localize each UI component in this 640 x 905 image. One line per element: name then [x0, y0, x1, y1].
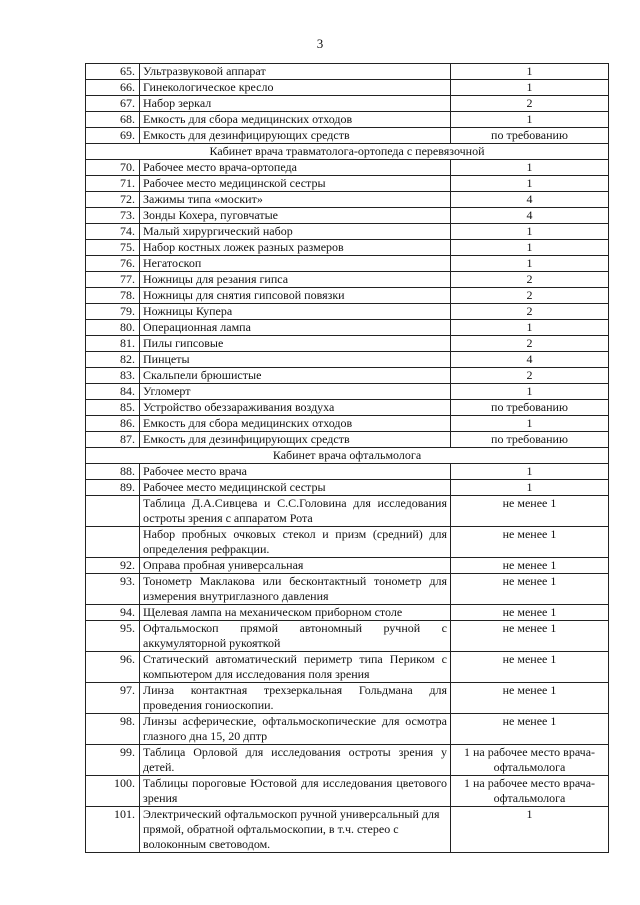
item-quantity: 1	[451, 224, 609, 240]
equipment-table	[85, 63, 609, 853]
row-number: 78.	[86, 288, 140, 304]
item-name: Пинцеты	[140, 352, 451, 368]
item-quantity: 4	[451, 192, 609, 208]
row-number: 84.	[86, 384, 140, 400]
item-quantity: 1	[451, 112, 609, 128]
table-row	[86, 208, 609, 224]
row-number: 86.	[86, 416, 140, 432]
item-quantity: 1	[451, 176, 609, 192]
table-row	[86, 652, 609, 683]
row-number: 68.	[86, 112, 140, 128]
item-quantity: не менее 1	[451, 714, 609, 745]
item-name: Емкость для сбора медицинских отходов	[140, 416, 451, 432]
item-name: Емкость для дезинфицирующих средств	[140, 432, 451, 448]
row-number: 101.	[86, 807, 140, 853]
table-row	[86, 128, 609, 144]
item-quantity: 2	[451, 288, 609, 304]
row-number: 71.	[86, 176, 140, 192]
item-name: Офтальмоскоп прямой автономный ручной с аккумуляторной рукояткой	[140, 621, 451, 652]
section-title: Кабинет врача офтальмолога	[86, 448, 609, 464]
item-quantity: по требованию	[451, 400, 609, 416]
table-row	[86, 80, 609, 96]
table-row	[86, 807, 609, 853]
row-number: 72.	[86, 192, 140, 208]
row-number: 73.	[86, 208, 140, 224]
table-row	[86, 776, 609, 807]
item-name: Набор пробных очковых стекол и призм (средний) для определения рефракции.	[140, 527, 451, 558]
item-quantity: 2	[451, 272, 609, 288]
page-number: 3	[316, 36, 324, 51]
item-name: Таблицы пороговые Юстовой для исследования цветового зрения	[140, 776, 451, 807]
row-number: 100.	[86, 776, 140, 807]
item-name: Рабочее место врача-ортопеда	[140, 160, 451, 176]
section-header-row	[86, 448, 609, 464]
item-name: Таблица Орловой для исследования остроты зрения у детей.	[140, 745, 451, 776]
item-name: Зонды Кохера, пуговчатые	[140, 208, 451, 224]
item-name: Малый хирургический набор	[140, 224, 451, 240]
table-row	[86, 400, 609, 416]
row-number: 77.	[86, 272, 140, 288]
row-number: 97.	[86, 683, 140, 714]
item-quantity: 1	[451, 80, 609, 96]
item-name: Статический автоматический периметр типа Периком с компьютером для исследования поля зрения	[140, 652, 451, 683]
table-row	[86, 558, 609, 574]
row-number: 80.	[86, 320, 140, 336]
item-name: Линза контактная трехзеркальная Гольдмана для проведения гониоскопии.	[140, 683, 451, 714]
item-name: Оправа пробная универсальная	[140, 558, 451, 574]
row-number: 99.	[86, 745, 140, 776]
table-row	[86, 480, 609, 496]
item-quantity: не менее 1	[451, 574, 609, 605]
item-quantity: не менее 1	[451, 558, 609, 574]
item-name: Набор зеркал	[140, 96, 451, 112]
row-number: 74.	[86, 224, 140, 240]
item-quantity: 1	[451, 464, 609, 480]
item-name: Электрический офтальмоскоп ручной универсальный для прямой, обратной офтальмоскопии, в т.ч. стерео с волоконным световодом.	[140, 807, 451, 853]
table-row	[86, 496, 609, 527]
section-title: Кабинет врача травматолога-ортопеда с перевязочной	[86, 144, 609, 160]
item-name: Набор костных ложек разных размеров	[140, 240, 451, 256]
item-quantity: не менее 1	[451, 527, 609, 558]
table-row	[86, 527, 609, 558]
item-quantity: 1 на рабочее место врача-офтальмолога	[451, 745, 609, 776]
table-row	[86, 224, 609, 240]
item-name: Рабочее место врача	[140, 464, 451, 480]
item-quantity: по требованию	[451, 128, 609, 144]
item-quantity: не менее 1	[451, 683, 609, 714]
item-name: Таблица Д.А.Сивцева и С.С.Головина для исследования остроты зрения с аппаратом Рота	[140, 496, 451, 527]
table-row	[86, 683, 609, 714]
row-number: 67.	[86, 96, 140, 112]
table-row	[86, 368, 609, 384]
table-row	[86, 320, 609, 336]
item-name: Щелевая лампа на механическом приборном столе	[140, 605, 451, 621]
table-row	[86, 714, 609, 745]
table-row	[86, 336, 609, 352]
table-row	[86, 621, 609, 652]
row-number: 76.	[86, 256, 140, 272]
table-row	[86, 96, 609, 112]
row-number: 96.	[86, 652, 140, 683]
table-row	[86, 352, 609, 368]
item-quantity: 1	[451, 416, 609, 432]
table-row	[86, 416, 609, 432]
row-number: 94.	[86, 605, 140, 621]
item-name: Скальпели брюшистые	[140, 368, 451, 384]
item-quantity: 1	[451, 384, 609, 400]
row-number: 95.	[86, 621, 140, 652]
item-name: Ножницы Купера	[140, 304, 451, 320]
table-row	[86, 256, 609, 272]
item-quantity: не менее 1	[451, 621, 609, 652]
item-name: Угломерт	[140, 384, 451, 400]
table-row	[86, 176, 609, 192]
table-row	[86, 64, 609, 80]
item-quantity: 2	[451, 96, 609, 112]
table-body	[86, 64, 609, 853]
row-number	[86, 527, 140, 558]
section-header-row	[86, 144, 609, 160]
item-name: Рабочее место медицинской сестры	[140, 176, 451, 192]
item-quantity: 2	[451, 304, 609, 320]
item-name: Гинекологическое кресло	[140, 80, 451, 96]
item-quantity: 1 на рабочее место врача-офтальмолога	[451, 776, 609, 807]
table-row	[86, 605, 609, 621]
row-number: 85.	[86, 400, 140, 416]
table-row	[86, 432, 609, 448]
table-row	[86, 240, 609, 256]
table-row	[86, 160, 609, 176]
item-quantity: 1	[451, 807, 609, 853]
table-row	[86, 288, 609, 304]
table-row	[86, 272, 609, 288]
table-row	[86, 384, 609, 400]
item-quantity: 1	[451, 64, 609, 80]
item-name: Пилы гипсовые	[140, 336, 451, 352]
item-quantity: по требованию	[451, 432, 609, 448]
item-name: Негатоскоп	[140, 256, 451, 272]
item-name: Тонометр Маклакова или бесконтактный тонометр для измерения внутриглазного давления	[140, 574, 451, 605]
table-row	[86, 112, 609, 128]
item-name: Зажимы типа «москит»	[140, 192, 451, 208]
item-quantity: 1	[451, 480, 609, 496]
item-name: Устройство обеззараживания воздуха	[140, 400, 451, 416]
row-number: 75.	[86, 240, 140, 256]
item-name: Операционная лампа	[140, 320, 451, 336]
item-quantity: 2	[451, 368, 609, 384]
row-number: 87.	[86, 432, 140, 448]
item-quantity: 1	[451, 320, 609, 336]
item-quantity: не менее 1	[451, 605, 609, 621]
row-number: 88.	[86, 464, 140, 480]
item-name: Ножницы для снятия гипсовой повязки	[140, 288, 451, 304]
row-number: 66.	[86, 80, 140, 96]
item-name: Линзы асферические, офтальмоскопические для осмотра глазного дна 15, 20 дптр	[140, 714, 451, 745]
row-number: 92.	[86, 558, 140, 574]
item-name: Ультразвуковой аппарат	[140, 64, 451, 80]
row-number: 98.	[86, 714, 140, 745]
table-row	[86, 304, 609, 320]
item-name: Ножницы для резания гипса	[140, 272, 451, 288]
table-row	[86, 745, 609, 776]
item-quantity: не менее 1	[451, 652, 609, 683]
row-number: 93.	[86, 574, 140, 605]
row-number: 89.	[86, 480, 140, 496]
row-number: 79.	[86, 304, 140, 320]
table-row	[86, 192, 609, 208]
row-number: 81.	[86, 336, 140, 352]
item-quantity: 2	[451, 336, 609, 352]
item-quantity: не менее 1	[451, 496, 609, 527]
row-number: 65.	[86, 64, 140, 80]
item-quantity: 1	[451, 240, 609, 256]
table-row	[86, 574, 609, 605]
item-name: Емкость для дезинфицирующих средств	[140, 128, 451, 144]
row-number: 70.	[86, 160, 140, 176]
item-quantity: 1	[451, 160, 609, 176]
table-row	[86, 464, 609, 480]
row-number: 69.	[86, 128, 140, 144]
row-number	[86, 496, 140, 527]
row-number: 82.	[86, 352, 140, 368]
item-name: Емкость для сбора медицинских отходов	[140, 112, 451, 128]
item-quantity: 1	[451, 256, 609, 272]
item-name: Рабочее место медицинской сестры	[140, 480, 451, 496]
item-quantity: 4	[451, 208, 609, 224]
item-quantity: 4	[451, 352, 609, 368]
row-number: 83.	[86, 368, 140, 384]
